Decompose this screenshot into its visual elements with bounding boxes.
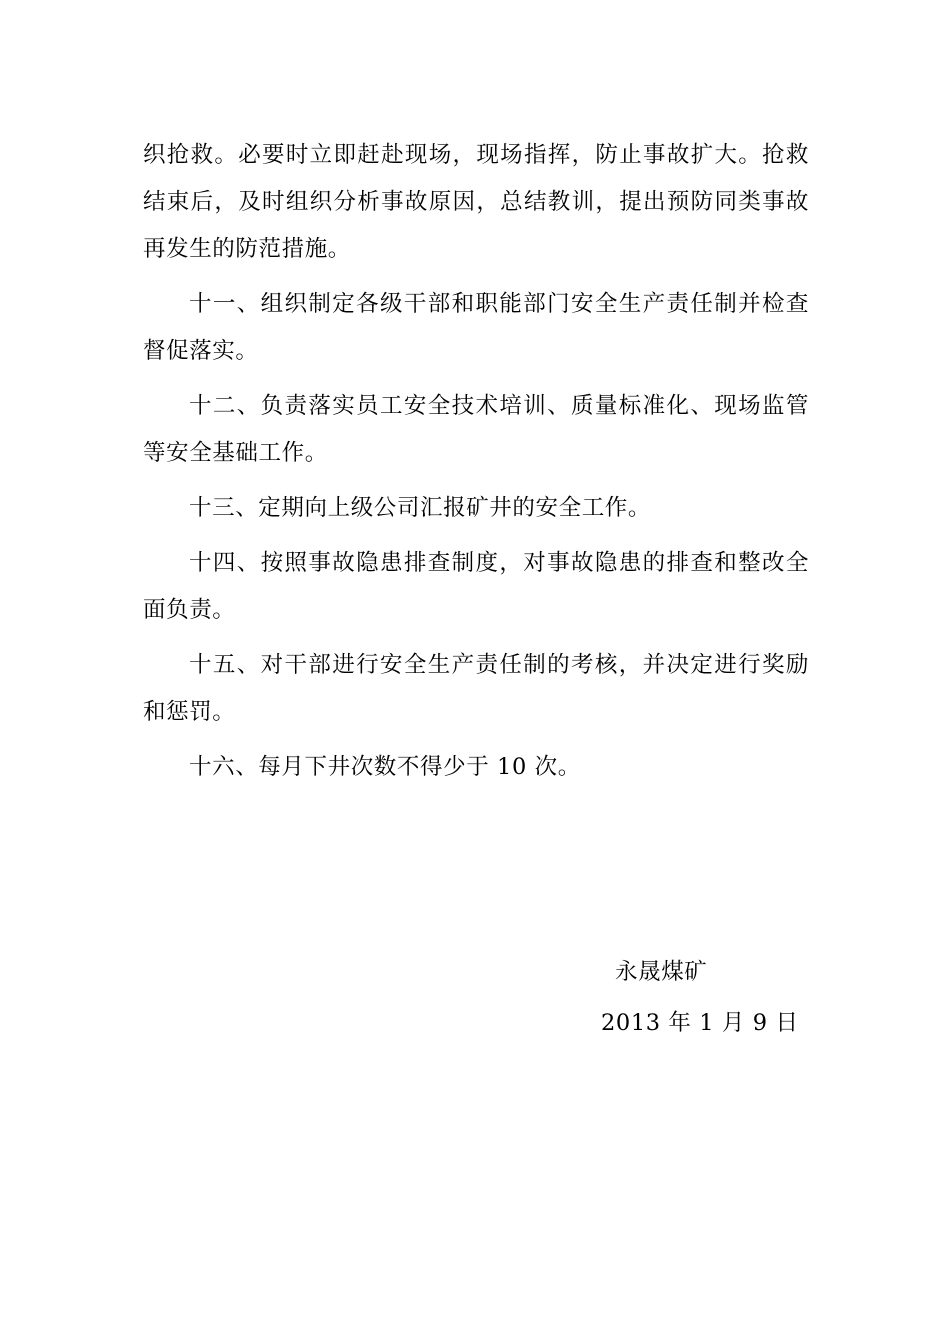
paragraph-item-13: 十三、定期向上级公司汇报矿井的安全工作。 [189,495,652,521]
signature-organization: 永晟煤矿 [615,959,708,985]
paragraph-item-15: 十五、对干部进行安全生产责任制的考核，并决定进行奖励和惩罚。 [143,652,809,725]
paragraph-item-14: 十四、按照事故隐患排查制度，对事故隐患的排查和整改全面负责。 [143,550,809,623]
signature-date: 2013 年 1 月 9 日 [601,1010,799,1036]
paragraph-rescue-continued: 织抢救。必要时立即赶赴现场，现场指挥，防止事故扩大。抢救结束后，及时组织分析事故原因，总结教训，提出预防同类事故再发生的防范措施。 [143,142,809,262]
paragraph-item-11: 十一、组织制定各级干部和职能部门安全生产责任制并检查督促落实。 [143,291,809,364]
document-body [143,132,809,799]
paragraph-item-12: 十二、负责落实员工安全技术培训、质量标准化、现场监管等安全基础工作。 [143,393,809,466]
paragraph-item-16: 十六、每月下井次数不得少于 10 次。 [189,754,581,780]
